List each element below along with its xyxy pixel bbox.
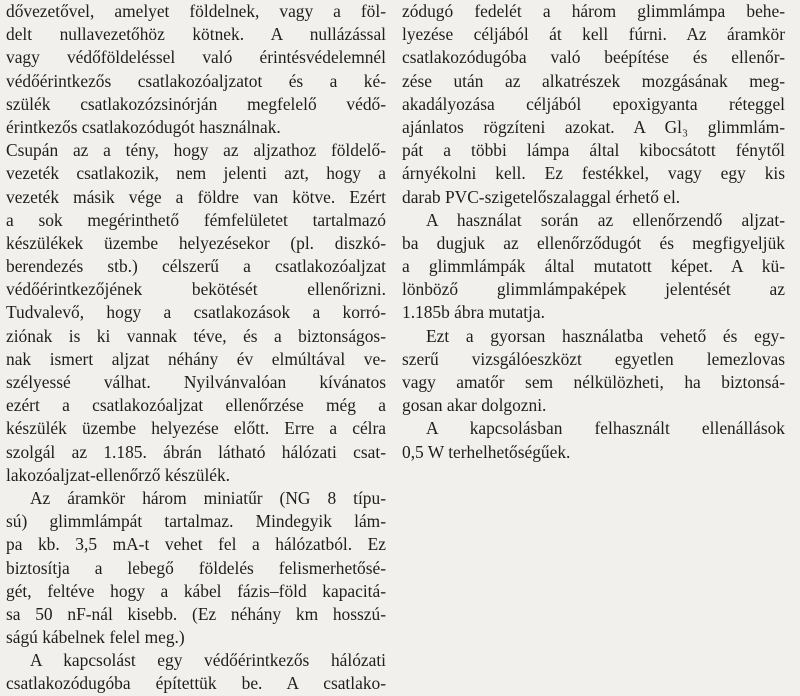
text-line: biztosítja a lebegő földelés felismerhetősé-: [6, 557, 386, 578]
text-line: szélyessé válhat. Nyilvánvalóan kívánatos: [6, 372, 386, 392]
text-line: készülékek üzembe helyezésekor (pl. diszkó-: [6, 232, 386, 253]
text-line: lyezése céljából át kell fúrni. Az áramkör: [402, 24, 785, 45]
text-line: nak ismert aljzat néhány év elmúltával ve-: [6, 348, 386, 369]
text-line: sú) glimmlámpát tartalmaz. Mindegyik lám-: [6, 511, 386, 532]
text-line: lakozóaljzat-ellenőrző készülék.: [6, 464, 231, 485]
text-line: készülék üzembe helyezése előtt. Erre a célra: [6, 418, 386, 439]
text-line: ezért a csatlakozóaljzat ellenőrzése még a: [6, 395, 386, 416]
text-line: a sok megérinthető fémfelületet tartalmazó: [6, 209, 386, 230]
text-line: zése után az alkatrészek mozgásának meg-: [402, 70, 785, 91]
text-line: lönböző glimmlámpaképek jelentését az: [402, 279, 785, 300]
text-line: Az áramkör három miniatűr (NG 8 típu-: [30, 487, 386, 508]
text-line: vezeték másik vége a földre van kötve. Ezért: [6, 186, 386, 207]
text-line: a glimmlámpák által mutatott képet. A kü-: [402, 256, 785, 277]
text-line: zódugó fedelét a három glimmlámpa behe-: [402, 1, 785, 21]
text-line: árnyékolni kell. Ez festékkel, vagy egy kis: [402, 163, 785, 184]
text-line: védőérintkezős csatlakozóaljzatot és a ké-: [6, 70, 386, 91]
text-line: A kapcsolást egy védőérintkezős hálózati: [30, 650, 386, 671]
text-line: dővezetővel, amelyet földelnek, vagy a föl-: [6, 1, 386, 21]
text-line: vagy védőföldeléssel való érintésvédelemnél: [6, 47, 386, 68]
text-line: pát a többi lámpa által kibocsátott fénytől: [402, 140, 785, 161]
text-line: ba dugjuk az ellenőrződugót és megfigyeljük: [402, 232, 785, 253]
text-line: darab PVC-szigetelőszalaggal érhető el.: [402, 186, 681, 207]
text-line: 0,5 W terhelhetőségűek.: [402, 441, 571, 462]
text-line: ziónak is ki vannak téve, és a biztonságos-: [6, 325, 386, 346]
text-line: csatlakozódugóba való beépítése és ellenőr-: [402, 47, 785, 68]
text-line: vagy amatőr sem nélkülözheti, ha biztonsá-: [402, 372, 785, 392]
text-line: delt nullavezetőhöz kötnek. A nullázással: [6, 24, 386, 45]
text-line: akadályozása céljából epoxigyanta réteggel: [402, 93, 785, 114]
text-line: berendezés stb.) célszerű a csatlakozóaljzat: [6, 256, 386, 277]
text-line: ságú kábelnek felel meg.): [6, 627, 185, 648]
text-line: ajánlatos rögzíteni azokat. A Gl₃ glimmlám-: [402, 116, 785, 137]
text-line: vezeték csatlakozik, nem jelenti azt, hogy a: [6, 163, 386, 184]
text-line: A kapcsolásban felhasznált ellenállások: [426, 418, 785, 439]
text-line: 1.185b ábra mutatja.: [402, 302, 545, 323]
text-line: védőérintkezőjének bekötését ellenőrizni.: [6, 279, 386, 300]
text-line: pa kb. 3,5 mA-t vehet fel a hálózatból. Ez: [6, 534, 386, 555]
text-line: Tudvalevő, hogy a csatlakozások a korró-: [6, 302, 386, 323]
text-line: szerű vizsgálóeszközt egyetlen lemezlovas: [402, 348, 785, 369]
text-line: Csupán az a tény, hogy az aljzathoz földelő-: [6, 140, 386, 161]
text-line: gosan akar dolgozni.: [402, 395, 547, 416]
text-line: szülék csatlakozózsinórján megfelelő védő-: [6, 93, 386, 114]
text-line: csatlakozódugóba építettük be. A csatlako-: [6, 673, 386, 694]
text-line: sa 50 nF-nál kisebb. (Ez néhány km hosszú-: [6, 603, 386, 624]
text-line: A használat során az ellenőrzendő aljzat-: [426, 209, 785, 230]
text-line: szolgál az 1.185. ábrán látható hálózati csat-: [6, 441, 386, 462]
left-text-column: [6, 0, 386, 696]
right-text-column: [402, 0, 785, 464]
text-line: Ezt a gyorsan használatba vehető és egy-: [426, 325, 785, 346]
text-line: érintkezős csatlakozódugót használnak.: [6, 116, 281, 137]
text-line: gét, feltéve hogy a kábel fázis–föld kapacitá-: [6, 580, 386, 601]
